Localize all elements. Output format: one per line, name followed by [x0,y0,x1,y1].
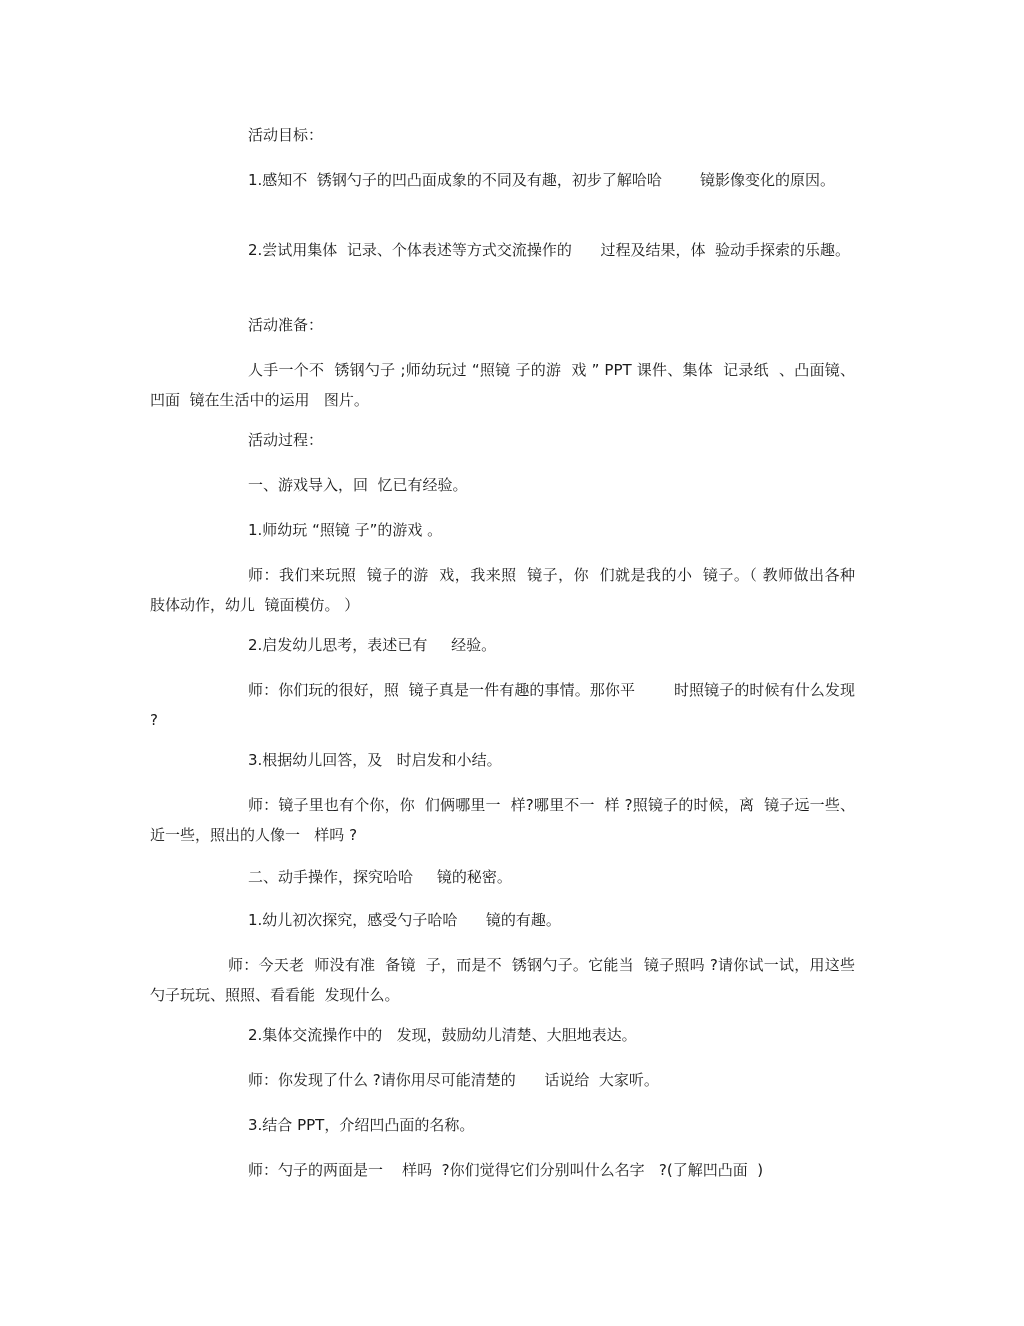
goal-heading: 活动目标： [248,126,324,144]
prep-heading: 活动准备： [248,316,324,334]
teacher-line-1: 师：我们来玩照 镜子的游 戏，我来照 镜子，你 们就是我的小 镜子。（ 教师做出各种 肢体动作，幼儿 镜面模仿。 ） [150,566,865,614]
goal-item-1: 1.感知不 锈钢勺子的凹凸面成象的不同及有趣，初步了解哈哈 镜影像变化的原因。 [248,171,835,189]
step-2-3: 3.结合 PPT，介绍凹凸面的名称。 [248,1116,475,1134]
teacher-line-3: 师：镜子里也有个你，你 们俩哪里一 样?哪里不一 样 ?照镜子的时候，离 镜子远一些、近一些，照出的人像一 样吗 ? [150,796,855,844]
step-2-2: 2.集体交流操作中的 发现，鼓励幼儿清楚、大胆地表达。 [248,1026,637,1044]
teacher-line-5: 师：你发现了什么 ?请你用尽可能清楚的 话说给 大家听。 [248,1071,659,1089]
goal-item-2: 2.尝试用集体 记录、个体表述等方式交流操作的 过程及结果，体 验动手探索的乐趣。 [248,241,850,259]
step-1-3: 3.根据幼儿回答，及 时启发和小结。 [248,751,502,769]
step-2-1: 1.幼儿初次探究，感受勺子哈哈 镜的有趣。 [248,911,561,929]
step-1-2: 2.启发幼儿思考，表述已有 经验。 [248,636,497,654]
teacher-line-2: 师：你们玩的很好，照 镜子真是一件有趣的事情。那你平 时照镜子的时候有什么发现 ? [150,681,860,729]
prep-content: 人手一个不 锈钢勺子 ;师幼玩过 “照镜 子的游 戏 ” PPT 课件、集体 记录纸 、凸面镜、凹面 镜在生活中的运用 图片。 [150,361,855,409]
process-heading: 活动过程： [248,431,324,449]
part-two-heading: 二、动手操作，探究哈哈 镜的秘密。 [248,868,512,886]
teacher-line-6: 师：勺子的两面是一 样吗 ?你们觉得它们分别叫什么名字 ?(了解凹凸面 ) [248,1161,764,1179]
teacher-line-4: 师：今天老 师没有准 备镜 子，而是不 锈钢勺子。它能当 镜子照吗 ?请你试一试，用这些勺子玩玩、照照、看看能 发现什么。 [150,956,855,1004]
step-1-1: 1.师幼玩 “照镜 子”的游戏 。 [248,521,443,539]
part-one-heading: 一、游戏导入，回 忆已有经验。 [248,476,468,494]
